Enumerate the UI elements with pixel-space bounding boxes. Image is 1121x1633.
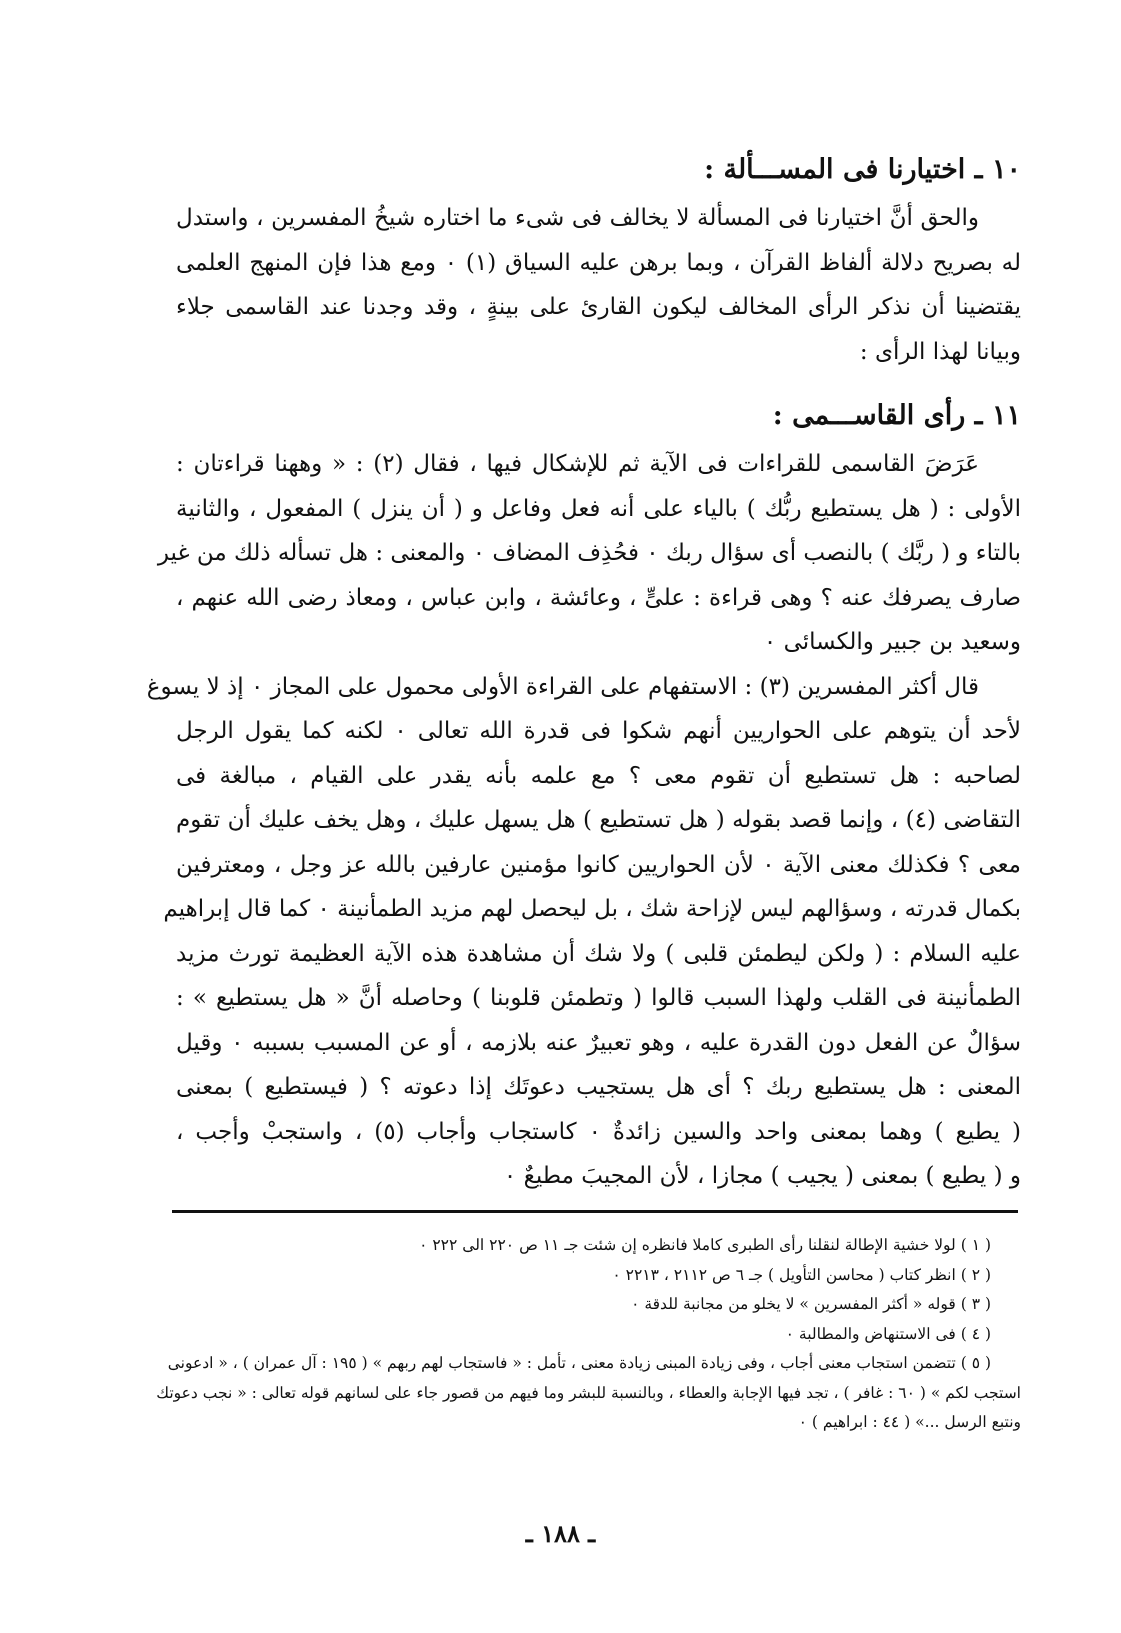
page-number: ـ ١٨٨ ـ — [525, 1519, 596, 1548]
footnote-divider — [172, 1210, 1018, 1213]
section-11-paragraph-1 — [157, 442, 1021, 665]
paragraph-line: بكمال قدرته ، وسؤالهم ليس لإزاحة شك ، بل ليحصل لهم مزيد الطمأنينة ٠ كما قال إبراهيم — [163, 896, 1021, 922]
footnotes — [156, 1231, 1021, 1438]
footnote-3: ( ٣ ) قوله « أكثر المفسرين » لا يخلو من مجانبة للدقة ٠ — [631, 1295, 991, 1313]
footnote-4: ( ٤ ) فى الاستنهاض والمطالبة ٠ — [785, 1324, 991, 1343]
paragraph-line: لصاحبه : هل تستطيع أن تقوم معى ؟ مع علمه بأنه يقدر على القيام ، مبالغة فى — [176, 762, 1021, 789]
main-content — [146, 150, 1021, 1199]
paragraph-line: وسعيد بن جبير والكسائى ٠ — [763, 629, 1021, 655]
paragraph-line: ( يطيع ) وهما بمعنى واحد والسين زائدةٌ ٠ كاستجاب وأجاب (٥) ، واستجبْ وأجب ، — [176, 1118, 1021, 1145]
footnote-5-line: ونتبع الرسل ...» ( ٤٤ : ابراهيم ) ٠ — [798, 1413, 1021, 1431]
section-11-paragraph-2 — [146, 665, 1021, 1199]
section-11-heading: ١١ ـ رأى القاســـمى : — [772, 400, 1021, 431]
paragraph-line: بالتاء و ( ربَّك ) بالنصب أى سؤال ربك ٠ فحُذِف المضاف ٠ والمعنى : هل تسأله ذلك من غير — [157, 540, 1021, 566]
paragraph-line: عليه السلام : ( ولكن ليطمئن قلبى ) ولا شك أن مشاهدة هذه الآية العظيمة تورث مزيد — [176, 940, 1021, 967]
paragraph-line: معى ؟ فكذلك معنى الآية ٠ لأن الحواريين كانوا مؤمنين عارفين بالله عز وجل ، ومعترفين — [176, 851, 1021, 878]
footnote-1: ( ١ ) لولا خشية الإطالة لنقلنا رأى الطبرى كاملا فانظره إن شئت جـ ١١ ص ٢٢٠ الى ٢٢٢ ٠ — [419, 1236, 991, 1254]
section-10-heading: ١٠ ـ اختيارنا فى المســـألة : — [704, 154, 1021, 185]
paragraph-line: سؤالٌ عن الفعل دون القدرة عليه ، وهو تعبيرٌ عنه بلازمه ، أو عن المسبب بسببه ٠ وقيل — [176, 1029, 1021, 1056]
paragraph-line: الأولى : ( هل يستطيع ربُّك ) بالياء على أنه فعل وفاعل و ( أن ينزل ) المفعول ، والثانية — [176, 495, 1021, 522]
paragraph-line: التقاضى (٤) ، وإنما قصد بقوله ( هل تستطيع ) هل يسهل عليك ، وهل يخف عليك أن تقوم — [176, 807, 1021, 833]
paragraph-line: والحق أنَّ اختيارنا فى المسألة لا يخالف فى شىء ما اختاره شيخُ المفسرين ، واستدل — [176, 205, 979, 231]
paragraph-line: لأحد أن يتوهم على الحواريين أنهم شكوا فى قدرة الله تعالى ٠ لكنه كما يقول الرجل — [176, 718, 1021, 744]
paragraph-line: عَرَضَ القاسمى للقراءات فى الآية ثم للإشكال فيها ، فقال (٢) : « وههنا قراءتان : — [176, 451, 979, 477]
paragraph-line: يقتضينا أن نذكر الرأى المخالف ليكون القارئ على بينةٍ ، وقد وجدنا عند القاسمى جلاء — [176, 294, 1021, 320]
paragraph-line: و ( يطيع ) بمعنى ( يجيب ) مجازا ، لأن المجيبَ مطيعٌ ٠ — [503, 1163, 1021, 1189]
paragraph-line: وبيانا لهذا الرأى : — [859, 338, 1021, 365]
paragraph-line: له بصريح دلالة ألفاظ القرآن ، وبما برهن عليه السياق (١) ٠ ومع هذا فإن المنهج العلمى — [176, 249, 1021, 276]
footnote-2: ( ٢ ) انظر كتاب ( محاسن التأويل ) جـ ٦ ص ٢١١٢ ، ٢٢١٣ ٠ — [612, 1265, 991, 1284]
paragraph-line: قال أكثر المفسرين (٣) : الاستفهام على القراءة الأولى محمول على المجاز ٠ إذ لا يسوغ — [146, 673, 979, 700]
footnote-5-line: استجب لكم » ( ٦٠ : غافر ) ، تجد فيها الإجابة والعطاء ، وبالنسبة للبشر وما فيهم من قصور جاء على لسانهم قوله تعالى : « نجب دعوتك — [156, 1383, 1021, 1402]
footnote-5-line: ( ٥ ) تتضمن استجاب معنى أجاب ، وفى زيادة المبنى زيادة معنى ، تأمل : « فاستجاب لهم ربهم » ( ١٩٥ : آل عمران ) ، « ادعونى — [167, 1354, 991, 1372]
paragraph-line: الطمأنينة فى القلب ولهذا السبب قالوا ( وتطمئن قلوبنا ) وحاصله أنَّ « هل يستطيع » : — [176, 985, 1021, 1011]
paragraph-line: صارف يصرفك عنه ؟ وهى قراءة : علىٍّ ، وعائشة ، وابن عباس ، ومعاذ رضى الله عنهم ، — [176, 584, 1021, 611]
paragraph-line: المعنى : هل يستطيع ربك ؟ أى هل يستجيب دعوتَك إذا دعوته ؟ ( فيستطيع ) بمعنى — [176, 1074, 1021, 1100]
section-10-paragraph — [176, 196, 1021, 374]
